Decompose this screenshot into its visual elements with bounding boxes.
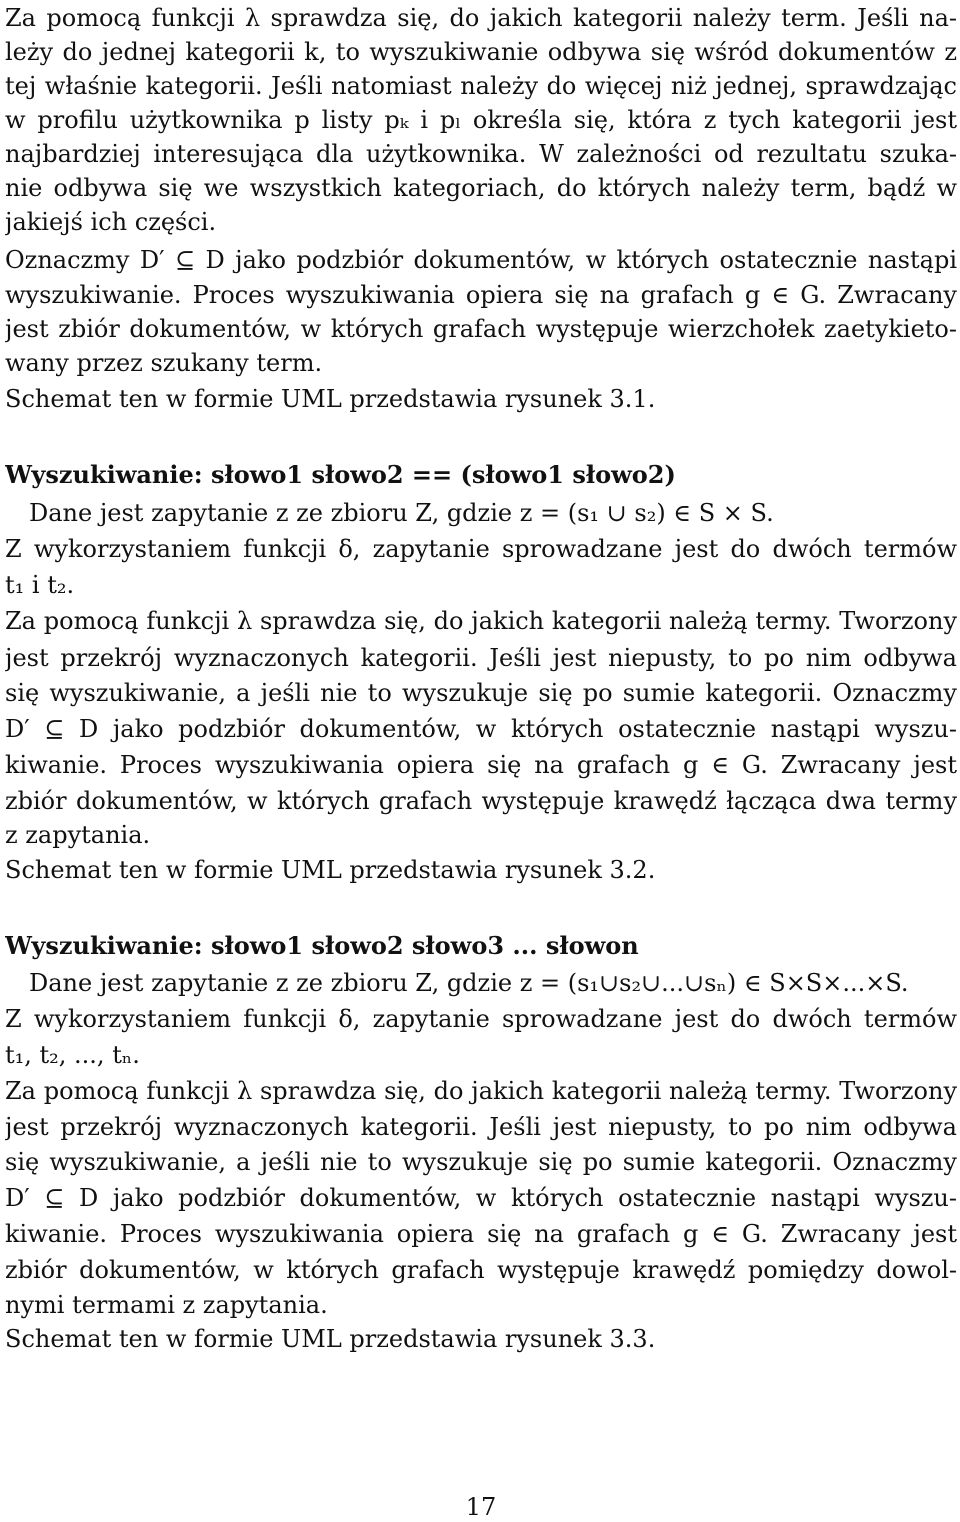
section-three-line-2: t₁, t₂, ..., tₙ. [5,1041,140,1069]
section-two-line-6: D′ ⊆ D jako podzbiór dokumentów, w których ostatecznie nastąpi wyszu- [5,715,957,743]
section-two-line-3: Za pomocą funkcji λ sprawdza się, do jakich kategorii należą termy. Tworzony [5,607,957,635]
section-three-query: Dane jest zapytanie z ze zbioru Z, gdzie z = (s₁∪s₂∪...∪sₙ) ∈ S×S×...×S. [29,969,909,997]
section-three-line-6: D′ ⊆ D jako podzbiór dokumentów, w których ostatecznie nastąpi wyszu- [5,1184,957,1212]
section-two-line-4: jest przekrój wyznaczonych kategorii. Jeśli jest niepusty, to po nim odbywa [5,644,957,672]
section-three-line-1: Z wykorzystaniem funkcji δ, zapytanie sprowadzane jest do dwóch termów [5,1005,957,1033]
section-three-heading: Wyszukiwanie: słowo1 słowo2 słowo3 ... słowon [5,931,639,960]
section-two-schema: Schemat ten w formie UML przedstawia rysunek 3.2. [5,856,656,884]
section-two-line-9: z zapytania. [5,821,151,849]
section-two-heading: Wyszukiwanie: słowo1 słowo2 == (słowo1 słowo2) [5,460,676,489]
section-two-line-1: Z wykorzystaniem funkcji δ, zapytanie sprowadzane jest do dwóch termów [5,535,957,563]
intro-d-line-2: wyszukiwanie. Proces wyszukiwania opiera się na grafach g ∈ G. Zwracany [5,281,957,309]
intro-line-1: Za pomocą funkcji λ sprawdza się, do jakich kategorii należy term. Jeśli na- [5,4,957,32]
section-three-schema: Schemat ten w formie UML przedstawia rysunek 3.3. [5,1325,656,1353]
section-three-line-9: nymi termami z zapytania. [5,1291,328,1319]
section-two-query: Dane jest zapytanie z ze zbioru Z, gdzie z = (s₁ ∪ s₂) ∈ S × S. [29,499,774,527]
section-three-line-7: kiwanie. Proces wyszukiwania opiera się na grafach g ∈ G. Zwracany jest [5,1220,957,1248]
document-page [5,0,957,1521]
intro-line-3: tej właśnie kategorii. Jeśli natomiast należy do więcej niż jednej, sprawdzając [5,72,957,100]
section-two-line-5: się wyszukiwanie, a jeśli nie to wyszukuje się po sumie kategorii. Oznaczmy [5,679,957,707]
section-two-line-2: t₁ i t₂. [5,571,75,599]
intro-d-line-3: jest zbiór dokumentów, w których grafach występuje wierzchołek zaetykieto- [5,315,957,343]
section-two-line-7: kiwanie. Proces wyszukiwania opiera się na grafach g ∈ G. Zwracany jest [5,751,957,779]
intro-line-4: w profilu użytkownika p listy pₖ i pₗ określa się, która z tych kategorii jest [5,106,957,134]
intro-line-2: leży do jednej kategorii k, to wyszukiwanie odbywa się wśród dokumentów z [5,38,957,66]
intro-d-line-1: Oznaczmy D′ ⊆ D jako podzbiór dokumentów, w których ostatecznie nastąpi [5,246,957,274]
page-number: 17 [465,1493,497,1521]
intro-line-5: najbardziej interesująca dla użytkownika. W zależności od rezultatu szuka- [5,140,957,168]
section-three-line-8: zbiór dokumentów, w których grafach występuje krawędź pomiędzy dowol- [5,1256,957,1284]
section-two-line-8: zbiór dokumentów, w których grafach występuje krawędź łącząca dwa termy [5,787,957,815]
intro-d-line-4: wany przez szukany term. [5,349,323,377]
intro-line-6: nie odbywa się we wszystkich kategoriach, do których należy term, bądź w [5,174,957,202]
intro-schema: Schemat ten w formie UML przedstawia rysunek 3.1. [5,385,656,413]
section-three-line-4: jest przekrój wyznaczonych kategorii. Jeśli jest niepusty, to po nim odbywa [5,1113,957,1141]
section-three-line-3: Za pomocą funkcji λ sprawdza się, do jakich kategorii należą termy. Tworzony [5,1077,957,1105]
intro-line-7: jakiejś ich części. [5,208,217,236]
section-three-line-5: się wyszukiwanie, a jeśli nie to wyszukuje się po sumie kategorii. Oznaczmy [5,1148,957,1176]
